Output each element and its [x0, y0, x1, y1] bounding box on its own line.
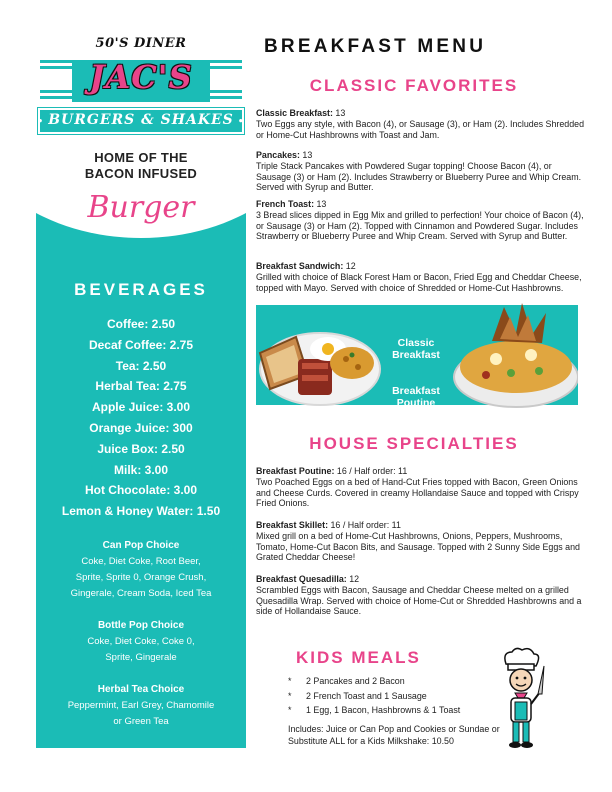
bullet: *	[288, 690, 292, 701]
beverage-item: Decaf Coffee: 2.75	[88, 337, 194, 352]
beverage-item: Herbal Tea: 2.75	[95, 379, 187, 394]
banner-label-poutine: Breakfast Poutine	[392, 385, 440, 409]
item-price: 16 / Half order: 11	[334, 466, 408, 476]
item-name: Breakfast Sandwich:	[256, 261, 344, 271]
kids-meal-item	[288, 674, 508, 689]
item-price: 16 / Half order: 11	[328, 520, 401, 530]
item-desc: Scrambled Eggs with Bacon, Sausage and Cheddar Cheese melted on a grilled Quesadilla Wrap. Served with choice of Home-Cut or Shredded Hashbrowns and a side of Hollandaise Sauce.	[256, 584, 582, 617]
can-pop-line: Gingerale, Cream Soda, Iced Tea	[70, 588, 212, 599]
burger-script-logo: Burger	[87, 190, 195, 225]
item-desc: Triple Stack Pancakes with Powdered Sugar topping! Choose Bacon (4), or Sausage (3) or Ham (2). Includes Strawberry or Blueberry Puree and Whip Cream. Served with Syrup and Butter.	[256, 160, 582, 193]
item-price: 13	[299, 150, 313, 160]
item-name: Breakfast Skillet:	[256, 520, 329, 530]
menu-item-classic-breakfast	[256, 108, 586, 140]
kids-meal-text: 2 French Toast and 1 Sausage	[306, 690, 427, 701]
home-line-1: HOME OF THE	[94, 150, 188, 165]
beverage-item: Coffee: 2.50	[106, 317, 176, 331]
item-price: 13	[314, 199, 327, 209]
can-pop-line: Coke, Diet Coke, Root Beer,	[81, 556, 201, 567]
menu-item-breakfast-quesadilla	[256, 574, 586, 617]
bottle-pop-line: Sprite, Gingerale	[105, 652, 177, 663]
restaurant-subtitle: • BURGERS & SHAKES •	[37, 112, 245, 128]
banner-label-classic: Classic Breakfast	[392, 337, 440, 361]
item-desc: Two Poached Eggs on a bed of Hand-Cut Fries topped with Bacon, Green Onions and Cheese Curds. Covered in creamy Hollandaise Sauce and topped with Crispy Fried Onions.	[256, 476, 579, 509]
item-name: Classic Breakfast:	[256, 108, 333, 118]
house-specialties-title: HOUSE SPECIALTIES	[309, 434, 519, 453]
bullet: *	[288, 676, 292, 686]
can-pop-line: Sprite, Sprite 0, Orange Crush,	[75, 572, 207, 583]
menu-item-breakfast-skillet	[256, 520, 586, 563]
beverage-item: Lemon & Honey Water: 1.50	[61, 504, 221, 519]
kids-meal-item	[288, 703, 508, 718]
kids-meals-list	[288, 674, 508, 718]
menu-item-breakfast-poutine	[256, 466, 586, 509]
herbal-tea-title: Herbal Tea Choice	[97, 684, 185, 695]
bottle-pop-block	[36, 618, 246, 666]
food-banner	[256, 297, 578, 414]
kids-meal-text: 2 Pancakes and 2 Bacon	[306, 676, 405, 686]
item-desc: Grilled with choice of Black Forest Ham or Bacon, Fried Egg and Cheddar Cheese, topped with Mayo. Served with choice of Shredded or Home-Cut Hashbrowns.	[256, 271, 582, 293]
menu-item-pancakes	[256, 150, 586, 193]
item-name: Pancakes:	[256, 150, 300, 160]
kids-meal-text: 1 Egg, 1 Bacon, Hashbrowns & 1 Toast	[306, 705, 461, 715]
bullet: *	[288, 705, 292, 715]
item-price: 12	[346, 574, 360, 584]
left-column	[36, 0, 246, 748]
home-line-2: BACON INFUSED	[84, 166, 198, 181]
beverage-item: Apple Juice: 3.00	[91, 400, 191, 415]
kids-meals-note: Includes: Juice or Can Pop and Cookies or Sundae or Substitute ALL for a Kids Milkshake: 10.50	[288, 724, 500, 746]
beverages-title: BEVERAGES	[74, 280, 208, 299]
item-price: 13	[332, 108, 346, 118]
beverage-item: Juice Box: 2.50	[97, 441, 185, 456]
bottle-pop-line: Coke, Diet Coke, Coke 0,	[87, 636, 195, 647]
beverage-item: Hot Chocolate: 3.00	[84, 483, 198, 498]
item-desc: Two Eggs any style, with Bacon (4), or Sausage (3), or Ham (2). Includes Shredded or Home-Cut Hashbrowns with Toast and Jam.	[256, 118, 585, 140]
beverages-list	[36, 317, 246, 525]
menu-item-french-toast	[256, 199, 586, 242]
herbal-tea-line: or Green Tea	[113, 716, 169, 727]
classic-favorites-title: CLASSIC FAVORITES	[309, 76, 519, 95]
kids-meal-item	[288, 689, 508, 704]
item-name: Breakfast Poutine:	[256, 466, 335, 476]
menu-title: BREAKFAST MENU	[264, 36, 487, 57]
herbal-tea-line: Peppermint, Earl Grey, Chamomile	[67, 700, 215, 711]
can-pop-block	[36, 538, 246, 602]
menu-item-breakfast-sandwich	[256, 261, 586, 293]
restaurant-name: JAC'S	[89, 58, 193, 96]
beverage-item: Tea: 2.50	[115, 358, 167, 373]
item-desc: Mixed grill on a bed of Home-Cut Hashbrowns, Onions, Peppers, Mushrooms, Tomato, Home-Cut Bacon Bits, and Sausage. Topped with 2 Sunny Side Eggs and Grated Cheddar Cheese!	[256, 530, 580, 563]
item-name: French Toast:	[256, 199, 315, 209]
item-price: 12	[343, 261, 356, 271]
item-desc: 3 Bread slices dipped in Egg Mix and grilled to perfection! Your choice of Bacon (4), or Sausage (3) or Ham (2). Topped with Cinnamon and Powdered Sugar. Includes Strawberry or Blueberry Puree and Whip Cream. Served with Syrup and Butter.	[256, 209, 584, 242]
kids-meals-title: KIDS MEALS	[296, 648, 421, 667]
item-name: Breakfast Quesadilla:	[256, 574, 347, 584]
beverage-item: Orange Juice: 300	[89, 420, 193, 435]
can-pop-title: Can Pop Choice	[102, 540, 180, 551]
bottle-pop-title: Bottle Pop Choice	[97, 620, 185, 631]
beverage-item: Milk: 3.00	[113, 462, 169, 477]
herbal-tea-block	[36, 682, 246, 730]
chef-mascot-icon	[494, 646, 546, 750]
diner-tagline: 50'S DINER	[95, 36, 187, 51]
